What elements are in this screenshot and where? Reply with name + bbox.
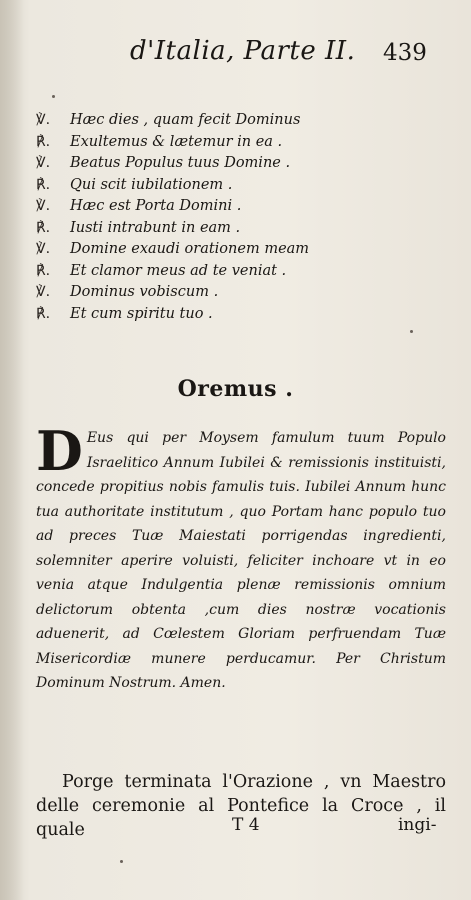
versicle-mark: ℣. (36, 112, 51, 128)
paper-speck (52, 95, 55, 98)
oremus-heading: Oremus . (177, 376, 294, 402)
responsory-text: Hæc est Porta Domini . (70, 198, 242, 214)
responsory-line (36, 155, 436, 177)
signature-mark: T 4 (232, 815, 260, 835)
responsory-text: Hæc dies , quam fecit Dominus (70, 112, 301, 128)
running-title: d'Italia, Parte II. (130, 36, 356, 66)
versicle-mark: ℣. (36, 241, 51, 257)
versicle-mark: ℣. (36, 284, 51, 300)
responsory-text: Beatus Populus tuus Domine . (70, 155, 291, 171)
prayer-paragraph (36, 419, 446, 696)
page-footer (0, 815, 471, 841)
narrative-paragraph: Porge terminata l'Orazione , vn Maestro delle ceremonie al Pontefice la Croce , il quale (36, 772, 446, 840)
catchword: ingi- (398, 815, 437, 835)
responsory-line (36, 263, 436, 285)
page-header (0, 36, 471, 76)
responsory-line (36, 198, 436, 220)
response-mark: ℟. (36, 219, 51, 236)
response-mark: ℟. (36, 262, 51, 279)
page-gutter-shadow (0, 0, 24, 900)
responsory-text: Et clamor meus ad te veniat . (70, 262, 287, 279)
responsory-list (36, 112, 436, 327)
versicle-mark: ℣. (36, 155, 51, 171)
responsory-text: Dominus vobiscum . (70, 284, 219, 300)
paper-speck (410, 330, 413, 333)
responsory-line (36, 112, 436, 134)
responsory-line (36, 241, 436, 263)
prayer-text: Eus qui per Moysem famulum tuum Populo Israelitico Annum Iubilei & remissionis instituisti, concede propitius nobis famulis tuis. Iubilei Annum hunc tua authoritate institutum , quo Portam hanc populo tuo ad preces Tuæ Maiestati porrigendas ingredienti, solemniter aperire voluisti, feliciter inchoare vt in eo venia atque Indulgentia plenæ remissionis omnium delictorum obtenta ,cum dies nostræ vocationis aduenerit, ad Cœlestem Gloriam perfruendam Tuæ Misericordiæ munere perducamur. Per Christum Dominum Nostrum. Amen. (36, 430, 446, 691)
responsory-text: Qui scit iubilationem . (70, 176, 233, 193)
response-mark: ℟. (36, 305, 51, 322)
page-number: 439 (383, 40, 427, 66)
response-mark: ℟. (36, 176, 51, 193)
responsory-text: Iusti intrabunt in eam . (70, 219, 241, 236)
responsory-line (36, 284, 436, 306)
responsory-line (36, 306, 436, 328)
drop-cap: D (36, 419, 83, 483)
responsory-line (36, 134, 436, 156)
responsory-text: Et cum spiritu tuo . (70, 305, 213, 322)
responsory-line (36, 220, 436, 242)
paper-speck (120, 860, 123, 863)
response-mark: ℟. (36, 133, 51, 150)
versicle-mark: ℣. (36, 198, 51, 214)
responsory-line (36, 177, 436, 199)
responsory-text: Exultemus & lætemur in ea . (70, 133, 283, 150)
responsory-text: Domine exaudi orationem meam (70, 241, 310, 257)
